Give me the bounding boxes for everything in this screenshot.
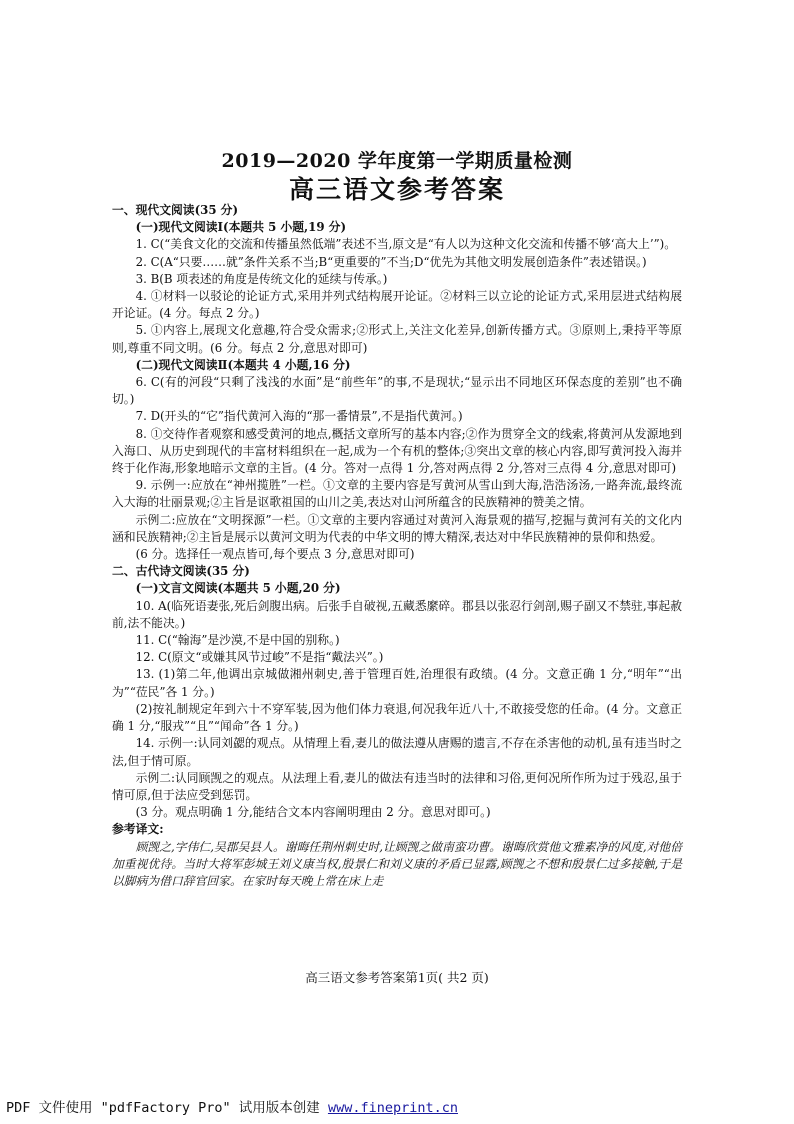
page-footer: 高三语文参考答案第1页( 共2 页) — [305, 970, 489, 985]
section-heading: (一)文言文阅读(本题共 5 小题,20 分) — [135, 581, 341, 596]
answer-paragraph: 6. C(有的河段“只剩了浅浅的水面”是“前些年”的事,不是现状;“显示出不同地区环保态度的差别”也不确切。) — [112, 375, 682, 407]
answer-paragraph: 2. C(A“只要……就”条件关系不当;B“更重要的”不当;D“优先为其他文明发展创造条件”表述错误。) — [135, 254, 647, 269]
answer-paragraph: 12. C(原文“或嫌其风节过峻”不是指“戴法兴”。) — [135, 650, 384, 665]
section-heading: 二、古代诗文阅读(35 分) — [112, 564, 250, 579]
section-heading: (一)现代文阅读Ⅰ(本题共 5 小题,19 分) — [135, 220, 347, 235]
section-heading: 一、现代文阅读(35 分) — [112, 203, 239, 217]
answer-body — [112, 202, 682, 890]
answer-paragraph: 示例二:认同顾觊之的观点。从法理上看,妻儿的做法有违当时的法律和习俗,更何况所作所为过于残忍,虽于情可原,但于法应受到惩罚。 — [112, 770, 682, 802]
answer-paragraph: 10. A(临死语妻张,死后剑腹出病。后张手自破视,五藏悉縻碎。郡县以张忍行剑剖,赐子副又不禁驻,事起赦前,法不能决。) — [112, 598, 682, 630]
answer-paragraph: (2)按礼制规定年到六十不穿军装,因为他们体力衰退,何况我年近八十,不敢接受您的任命。(4 分。文意正确 1 分,“服戎”“且”“闻命”各 1 分。) — [112, 701, 682, 734]
pdf-note-text: PDF 文件使用 "pdfFactory Pro" 试用版本创建 — [6, 1100, 328, 1116]
answer-paragraph: (6 分。选择任一观点皆可,每个要点 3 分,意思对即可) — [135, 547, 415, 562]
answer-paragraph: 13. (1)第二年,他调出京城做湘州刺史,善于管理百姓,治理很有政绩。(4 分。文意正确 1 分,“明年”“出为”“莅民”各 1 分。) — [112, 667, 682, 699]
answer-paragraph: 3. B(B 项表述的角度是传统文化的延续与传承。) — [135, 271, 388, 286]
answer-paragraph: 1. C(“美食文化的交流和传播虽然低端”表述不当,原文是“有人以为这种文化交流和传播不够‘高大上’”)。 — [135, 237, 677, 252]
answer-paragraph: 5. ①内容上,展现文化意趣,符合受众需求;②形式上,关注文化差异,创新传播方式。③原则上,秉持平等原则,尊重不同文明。(6 分。每点 2 分,意思对即可) — [112, 323, 682, 355]
document-title: 2019—2020 学年度第一学期质量检测 — [221, 150, 573, 172]
pdf-creator-note — [6, 1096, 458, 1116]
answer-paragraph: 4. ①材料一以驳论的论证方式,采用并列式结构展开论证。②材料三以立论的论证方式,采用层进式结构展开论证。(4 分。每点 2 分。) — [112, 289, 682, 321]
answer-paragraph: 9. 示例一:应放在“神州揽胜”一栏。①文章的主要内容是写黄河从雪山到大海,浩浩汤汤,一路奔流,最终流入大海的壮丽景观;②主旨是讴歌祖国的山川之美,表达对山河所蕴含的民族精神的赞美之情。 — [112, 478, 682, 510]
document-subtitle: 高三语文参考答案 — [288, 175, 505, 204]
answer-paragraph: 示例二:应放在“文明探源”一栏。①文章的主要内容通过对黄河入海景观的描写,挖掘与黄河有关的文化内涵和民族精神;②主旨是展示以黄河文明为代表的中华文明的博大精深,表达对中华民族精神的景仰和热爱。 — [112, 512, 682, 544]
answer-paragraph: 8. ①交待作者观察和感受黄河的地点,概括文章所写的基本内容;②作为贯穿全文的线索,将黄河从发源地到入海口、从历史到现代的丰富材料组织在一起,成为一个有机的整体;③突出文章的核心内容,即写黄河投入海并终于化作海,形象地暗示文章的主旨。(4 分。答对一点得 1 分,答对两点得 2 分,答对三点得 4 分,意思对即可) — [112, 426, 682, 476]
section-heading: 参考译文: — [112, 822, 164, 837]
answer-paragraph: (3 分。观点明确 1 分,能结合文本内容阐明理由 2 分。意思对即可。) — [135, 805, 491, 820]
answer-paragraph: 顾觊之,字伟仁,吴郡吴县人。谢晦任荆州刺史时,让顾觊之做南蛮功曹。谢晦欣赏他文雅素净的风度,对他倍加重视优待。当时大将军彭城王刘义康当权,殷景仁和刘义康的矛盾已显露,顾觊之不想和殷景仁过多接触,于是以脚病为借口辞官回家。在家时每天晚上常在床上走 — [112, 839, 682, 888]
answer-paragraph: 7. D(开头的“它”指代黄河入海的“那一番情景”,不是指代黄河。) — [135, 409, 463, 424]
section-heading: (二)现代文阅读Ⅱ(本题共 4 小题,16 分) — [135, 357, 351, 372]
answer-paragraph: 14. 示例一:认同刘勰的观点。从情理上看,妻儿的做法遵从唐赐的遗言,不存在杀害他的动机,虽有违当时之法,但于情可原。 — [112, 736, 682, 768]
answer-paragraph: 11. C(“翰海”是沙漠,不是中国的别称。) — [135, 633, 340, 648]
fineprint-link[interactable]: www.fineprint.cn — [327, 1100, 458, 1116]
